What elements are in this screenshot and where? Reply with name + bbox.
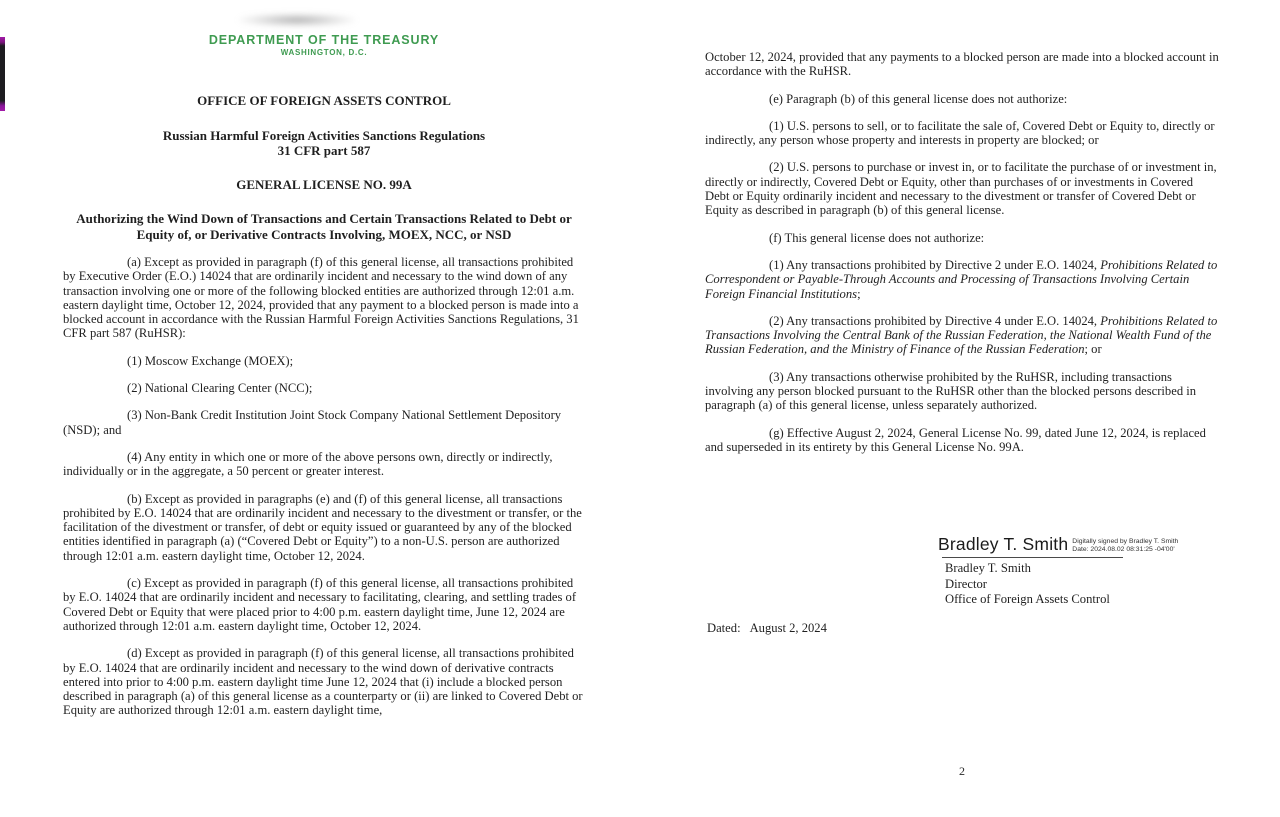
- letterhead-department: DEPARTMENT OF THE TREASURY: [208, 33, 440, 47]
- license-subject-heading: [63, 211, 585, 242]
- paragraph: [63, 576, 585, 633]
- paragraph: [63, 354, 585, 368]
- digital-signature-name: Bradley T. Smith: [938, 534, 1069, 554]
- page-number: 2: [959, 764, 965, 778]
- dated-label: Dated:: [707, 621, 741, 635]
- digital-signature-note-line1: Digitally signed by Bradley T. Smith: [1072, 538, 1179, 545]
- document-page-1: [63, 0, 585, 817]
- paragraph: [63, 492, 585, 563]
- italic-citation-text: Prohibitions Related to Transactions Involving the Central Bank of the Russian Federation, the National Wealth Fund of the Russian Federation, and the Ministry of Finance of the Russian Federation: [705, 313, 1218, 357]
- signer-office: Office of Foreign Assets Control: [945, 592, 1110, 607]
- paragraph-text: (f) This general license does not authorize:: [769, 230, 985, 245]
- subject-line1: Authorizing the Wind Down of Transactions and Certain Transactions Related to Debt or: [76, 211, 572, 226]
- signer-details: [945, 561, 1223, 608]
- paragraph-text: (1) Any transactions prohibited by Directive 2 under E.O. 14024,: [769, 257, 1101, 272]
- paragraph: [705, 92, 1219, 106]
- paragraph-text: (4) Any entity in which one or more of the above persons own, directly or indirectly, individually or in the aggregate, a 50 percent or greater interest.: [63, 449, 553, 479]
- dated-value: August 2, 2024: [749, 621, 827, 635]
- paragraph-text: October 12, 2024, provided that any payments to a blocked person are made into a blocked account in accordance with the RuHSR.: [705, 50, 1219, 79]
- paragraph: [63, 408, 585, 437]
- page2-body: [705, 0, 1219, 454]
- paragraph-text: (1) Moscow Exchange (MOEX);: [127, 353, 294, 368]
- paragraph-text: (2) U.S. persons to purchase or invest in, or to facilitate the purchase of or investment in, directly or indirectly, Covered Debt or Equity, other than purchases of or investments in Covered Debt or Equity ordinarily incident and necessary to the divestment or transfer of Covered Debt or Equity as described in paragraph (b) of this general license.: [705, 160, 1217, 218]
- left-edge-capture-artifact: [0, 37, 5, 111]
- paragraph: [705, 370, 1219, 413]
- signature-block: [938, 534, 1223, 608]
- paragraph-text: ;: [857, 286, 861, 301]
- signer-name: Bradley T. Smith: [945, 561, 1031, 575]
- office-heading: OFFICE OF FOREIGN ASSETS CONTROL: [197, 93, 451, 108]
- letterhead-city: WASHINGTON, D.C.: [280, 48, 368, 57]
- paragraph: [705, 231, 1219, 245]
- paragraph: [705, 258, 1219, 301]
- paragraph: [63, 646, 585, 717]
- signer-title: Director: [945, 576, 987, 591]
- digital-signature-note: [1072, 538, 1178, 554]
- italic-citation-text: Prohibitions Related to Correspondent or Payable-Through Accounts and Processing of Transactions Involving Certain Foreign Financial Institutions: [705, 257, 1218, 301]
- paragraph-text: (c) Except as provided in paragraph (f) of this general license, all transactions prohibited by E.O. 14024 that are ordinarily incident and necessary to facilitating, clearing, and settling trades of Covered Debt or Equity that were placed prior to 4:00 p.m. eastern daylight time, June 12, 2024 are authorized through 12:01 a.m. eastern daylight time, October 12, 2024.: [63, 576, 577, 633]
- digital-signature-row: [938, 534, 1223, 555]
- paragraph-text: (e) Paragraph (b) of this general license does not authorize:: [769, 91, 1068, 106]
- paragraph: [705, 119, 1219, 148]
- paragraph: [63, 381, 585, 395]
- page1-body: [63, 255, 585, 718]
- paragraph-text: (2) National Clearing Center (NCC);: [127, 381, 313, 396]
- treasury-letterhead: [63, 33, 585, 57]
- paragraph-text: (3) Any transactions otherwise prohibited by the RuHSR, including transactions involving any person blocked pursuant to the RuHSR other than the blocked persons described in paragraph (a) of this general license, unless separately authorized.: [705, 369, 1197, 413]
- regulations-heading-line2: 31 CFR part 587: [277, 143, 371, 158]
- paragraph: [705, 50, 1219, 79]
- digital-signature-note-line2: Date: 2024.08.02 08:31:25 -04'00': [1072, 546, 1175, 554]
- paragraph: [705, 426, 1219, 455]
- paragraph: [63, 255, 585, 341]
- paragraph-text: (g) Effective August 2, 2024, General License No. 99, dated June 12, 2024, is replaced and superseded in its entirety by this General License No. 99A.: [705, 425, 1206, 454]
- subject-line2: Equity of, or Derivative Contracts Involving, MOEX, NCC, or NSD: [136, 226, 512, 242]
- paragraph-text: (a) Except as provided in paragraph (f) of this general license, all transactions prohibited by Executive Order (E.O.) 14024 that are ordinarily incident and necessary to the wind down of any transaction involving one or more of the following blocked entities are authorized through 12:01 a.m. eastern daylight time, October 12, 2024, provided that any payment to a blocked person is made into a blocked account in accordance with the Russian Harmful Foreign Activities Sanctions Regulations, 31 CFR part 587 (RuHSR):: [63, 255, 579, 341]
- paragraph-text: (3) Non-Bank Credit Institution Joint Stock Company National Settlement Depository (NSD); and: [63, 408, 562, 437]
- paragraph: [63, 450, 585, 479]
- paragraph-text: (2) Any transactions prohibited by Directive 4 under E.O. 14024,: [769, 313, 1101, 328]
- paragraph-text: (b) Except as provided in paragraphs (e) and (f) of this general license, all transactions prohibited by E.O. 14024 that are ordinarily incident and necessary to the divestment or transfer, or the facilitation of the divestment or transfer, of debt or equity issued or guaranteed by any of the blocked entities identified in paragraph (a) (“Covered Debt or Equity”) to a non-U.S. person are authorized through 12:01 a.m. eastern daylight time, October 12, 2024.: [63, 491, 582, 563]
- dated-line: [707, 621, 827, 636]
- regulations-heading: [63, 128, 585, 159]
- paragraph: [705, 160, 1219, 217]
- signature-rule-line: [942, 557, 1123, 558]
- paragraph-text: (1) U.S. persons to sell, or to facilitate the sale of, Covered Debt or Equity to, directly or indirectly, any person whose property and interests in property are blocked; or: [705, 118, 1215, 148]
- paragraph-text: (d) Except as provided in paragraph (f) of this general license, all transactions prohibited by E.O. 14024 that are ordinarily incident and necessary to the wind down of derivative contracts entered into prior to 4:00 p.m. eastern daylight time June 12, 2024 that (i) include a blocked person described in paragraph (a) of this general license as a counterparty or (ii) are linked to Covered Debt or Equity are authorized through 12:01 a.m. eastern daylight time,: [63, 646, 583, 718]
- paragraph-text: ; or: [1084, 342, 1102, 357]
- paragraph: [705, 314, 1219, 357]
- regulations-heading-line1: Russian Harmful Foreign Activities Sanctions Regulations: [162, 127, 486, 143]
- license-number-heading: GENERAL LICENSE NO. 99A: [236, 176, 412, 192]
- document-page-2: [705, 0, 1219, 817]
